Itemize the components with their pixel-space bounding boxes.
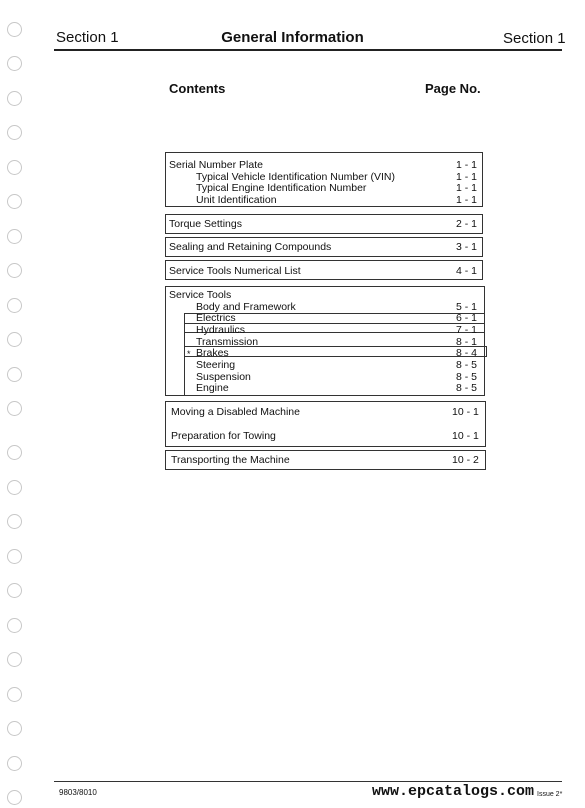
toc-entry-page: 10 - 2: [452, 454, 479, 466]
toc-entry-label: Preparation for Towing: [171, 430, 276, 442]
page-title: General Information: [221, 29, 364, 46]
binder-hole: [7, 790, 22, 805]
toc-entry-label: Sealing and Retaining Compounds: [169, 241, 332, 253]
binder-hole: [7, 194, 22, 209]
toc-entry-page: 1 - 1: [456, 194, 478, 206]
section-label-left: Section 1: [56, 29, 119, 46]
toc-entry-label: Transmission: [196, 336, 259, 348]
toc-entry-label: Body and Framework: [196, 301, 296, 313]
binder-hole: [7, 229, 22, 244]
toc-entry-page: 2 - 1: [456, 218, 478, 230]
binder-hole: [7, 56, 22, 71]
binder-hole: [7, 721, 22, 736]
binder-hole: [7, 263, 22, 278]
binder-hole: [7, 367, 22, 382]
binder-hole: [7, 583, 22, 598]
footer-rule: [54, 781, 562, 782]
binder-hole: [7, 401, 22, 416]
toc-entry-label: Electrics: [196, 312, 236, 324]
binder-hole: [7, 514, 22, 529]
contents-heading: Contents: [169, 81, 226, 96]
toc-entry-page: 8 - 5: [456, 359, 478, 371]
issue-label: Issue 2*: [537, 791, 563, 798]
header-rule: [54, 49, 562, 51]
toc-entry-page: 10 - 1: [452, 430, 479, 442]
document-number: 9803/8010: [59, 788, 97, 797]
toc-entry-label: Moving a Disabled Machine: [171, 406, 300, 418]
toc-entry-label: Steering: [196, 359, 236, 371]
toc-entry-label: Brakes: [196, 347, 229, 359]
toc-entry-label: Suspension: [196, 371, 251, 383]
binder-hole: [7, 91, 22, 106]
toc-entry-label: Torque Settings: [169, 218, 242, 230]
section-label-right: Section 1: [503, 30, 566, 47]
toc-entry-page: 8 - 5: [456, 382, 478, 394]
toc-entry-label: Hydraulics: [196, 324, 246, 336]
toc-entry-label: Service Tools Numerical List: [169, 265, 301, 277]
toc-entry-label: Transporting the Machine: [171, 454, 290, 466]
binder-hole: [7, 652, 22, 667]
binder-hole: [7, 618, 22, 633]
toc-entry-label: Engine: [196, 382, 229, 394]
toc-entry-page: 8 - 5: [456, 371, 478, 383]
binder-hole: [7, 480, 22, 495]
toc-entry-page: 4 - 1: [456, 265, 478, 277]
website-watermark: www.epcatalogs.com: [372, 783, 535, 800]
toc-entry-page: 10 - 1: [452, 406, 479, 418]
revision-mark: *: [187, 349, 191, 359]
toc-entry-page: 8 - 1: [456, 336, 478, 348]
toc-entry-label: Typical Engine Identification Number: [196, 182, 367, 194]
binder-hole: [7, 756, 22, 771]
binder-hole: [7, 332, 22, 347]
toc-entry-label: Unit Identification: [196, 194, 277, 206]
toc-entry-page: 6 - 1: [456, 312, 478, 324]
binder-hole: [7, 549, 22, 564]
page-number-heading: Page No.: [425, 81, 481, 96]
toc-entry-page: 8 - 4: [456, 347, 478, 359]
toc-entry-label: Typical Vehicle Identification Number (VIN): [196, 171, 396, 183]
binder-hole: [7, 125, 22, 140]
toc-entry-page: 1 - 1: [456, 159, 478, 171]
binder-hole: [7, 445, 22, 460]
toc-entry-page: 7 - 1: [456, 324, 478, 336]
toc-entry-page: 1 - 1: [456, 182, 478, 194]
binder-hole: [7, 298, 22, 313]
binder-hole: [7, 687, 22, 702]
toc-entry-page: 1 - 1: [456, 171, 478, 183]
toc-entry-page: 5 - 1: [456, 301, 478, 313]
toc-entry-label: Serial Number Plate: [169, 159, 263, 171]
binder-hole: [7, 160, 22, 175]
toc-entry-label: Service Tools: [169, 289, 232, 301]
toc-entry-page: 3 - 1: [456, 241, 478, 253]
